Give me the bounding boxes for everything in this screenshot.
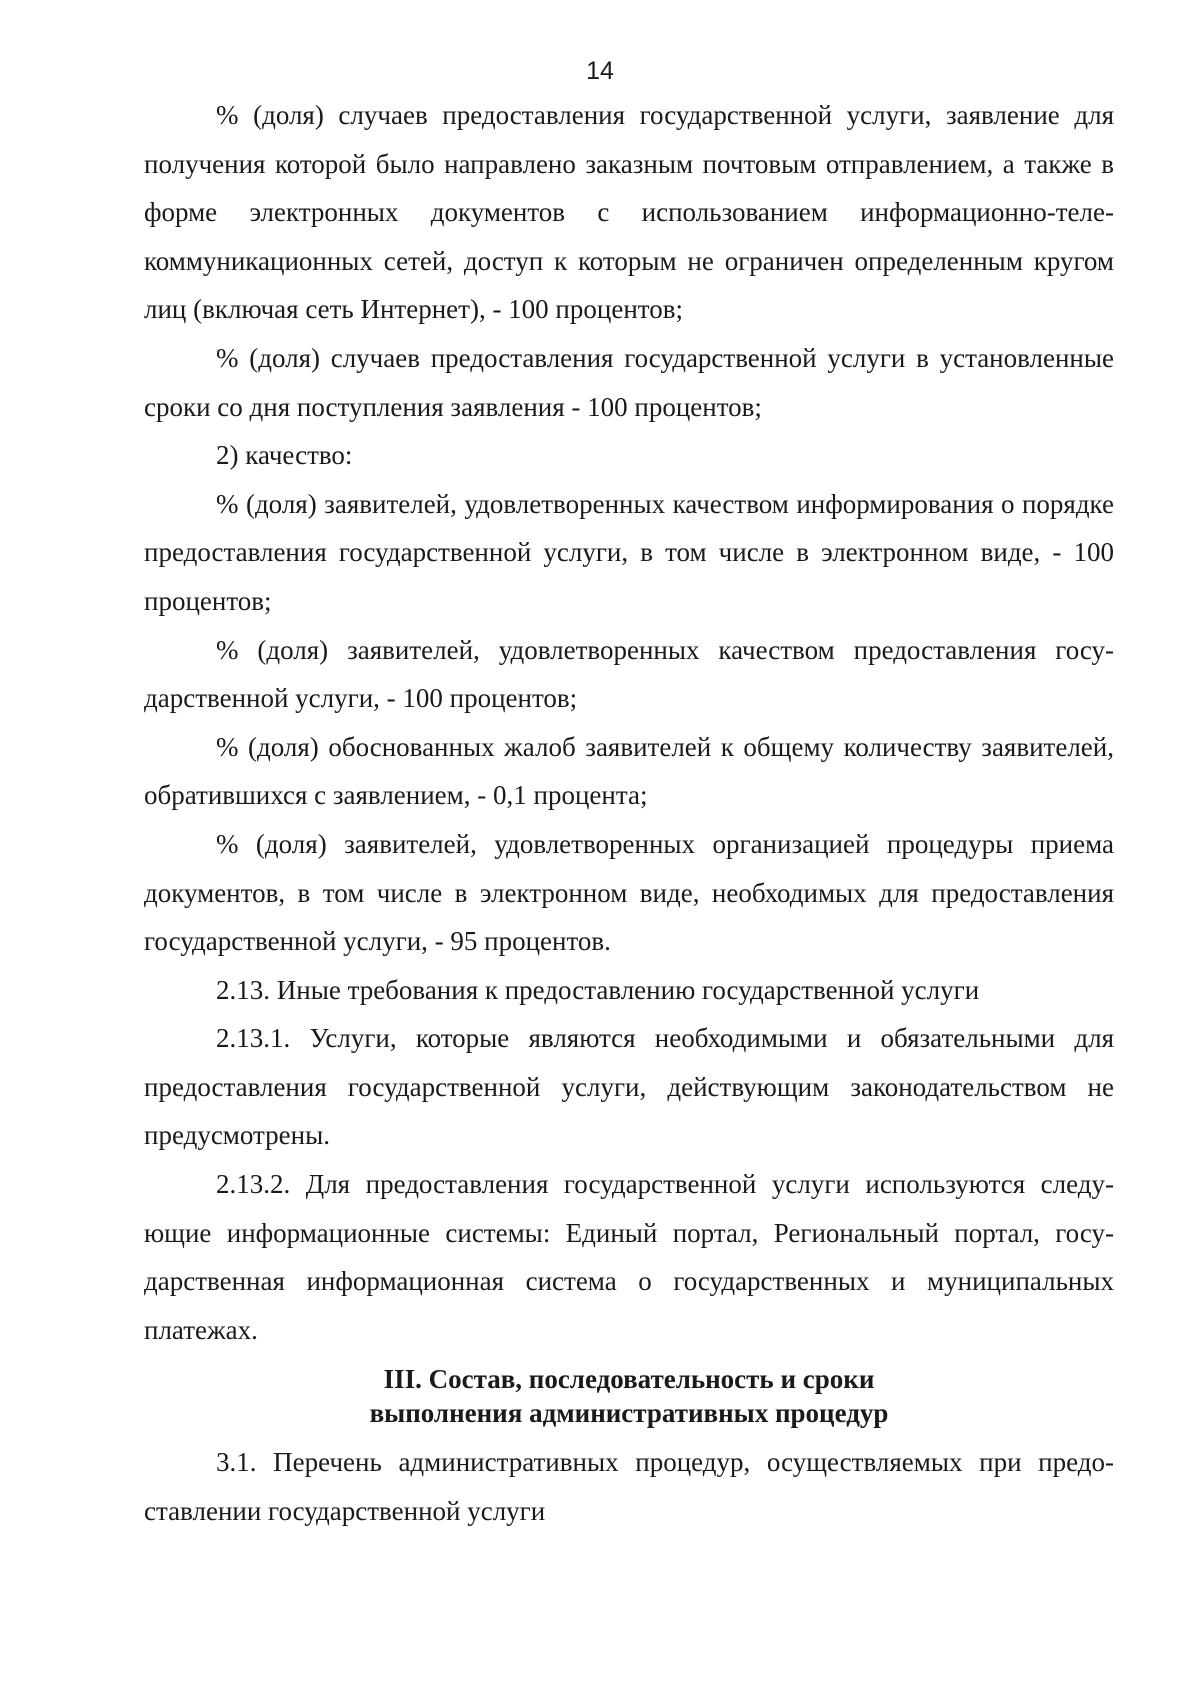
paragraph-indicator-service-quality: % (доля) заявителей, удовлетворенных качеством предоставления государственной услуги, - 100 процентов; [144,634,1114,714]
section-heading [144,1362,1114,1430]
paragraph-quality-label: 2) качество: [216,440,353,471]
page-number: 14 [586,57,614,85]
section-heading-line-1: III. Состав, последовательность и сроки [383,1364,875,1395]
section-heading-line-2: выполнения административных процедур [369,1398,889,1429]
paragraph-section-3-1: 3.1. Перечень административных процедур, осуществляемых при предоставлении государственной услуги [144,1447,1114,1527]
paragraph-indicator-mail-electronic: % (доля) случаев предоставления государственной услуги, заявление для получения которой было направлено заказным почтовым отправлением, а также в форме электронных документов с использованием информационно-телекоммуникационных сетей, доступ к которым не ограничен определенным кругом лиц (включая сеть Интернет), - 100 процентов; [144,100,1114,325]
paragraph-indicator-informing-quality: % (доля) заявителей, удовлетворенных качеством информирования о порядке предоставления государственной услуги, в том числе в электронном виде, - 100 процентов; [144,488,1114,616]
paragraph-indicator-deadlines: % (доля) случаев предоставления государственной услуги в установленные сроки со дня поступления заявления - 100 процентов; [144,342,1114,422]
paragraph-section-2-13-1: 2.13.1. Услуги, которые являются необходимыми и обязательными для предоставления государственной услуги, действующим законодательством не предусмотрены. [144,1023,1114,1151]
paragraph-section-2-13: 2.13. Иные требования к предоставлению государственной услуги [216,974,980,1005]
paragraph-indicator-document-reception: % (доля) заявителей, удовлетворенных организацией процедуры приема документов, в том числе в электронном виде, необходимых для предоставления государственной услуги, - 95 процентов. [144,828,1114,957]
document-body [144,91,1114,1536]
paragraph-indicator-complaints: % (доля) обоснованных жалоб заявителей к общему количеству заявителей, обратившихся с заявлением, - 0,1 процента; [144,731,1114,811]
paragraph-section-2-13-2: 2.13.2. Для предоставления государственной услуги используются следующие информационные системы: Единый портал, Региональный портал, государственная информационная система о государственных и муниципальных платежах. [144,1169,1114,1345]
